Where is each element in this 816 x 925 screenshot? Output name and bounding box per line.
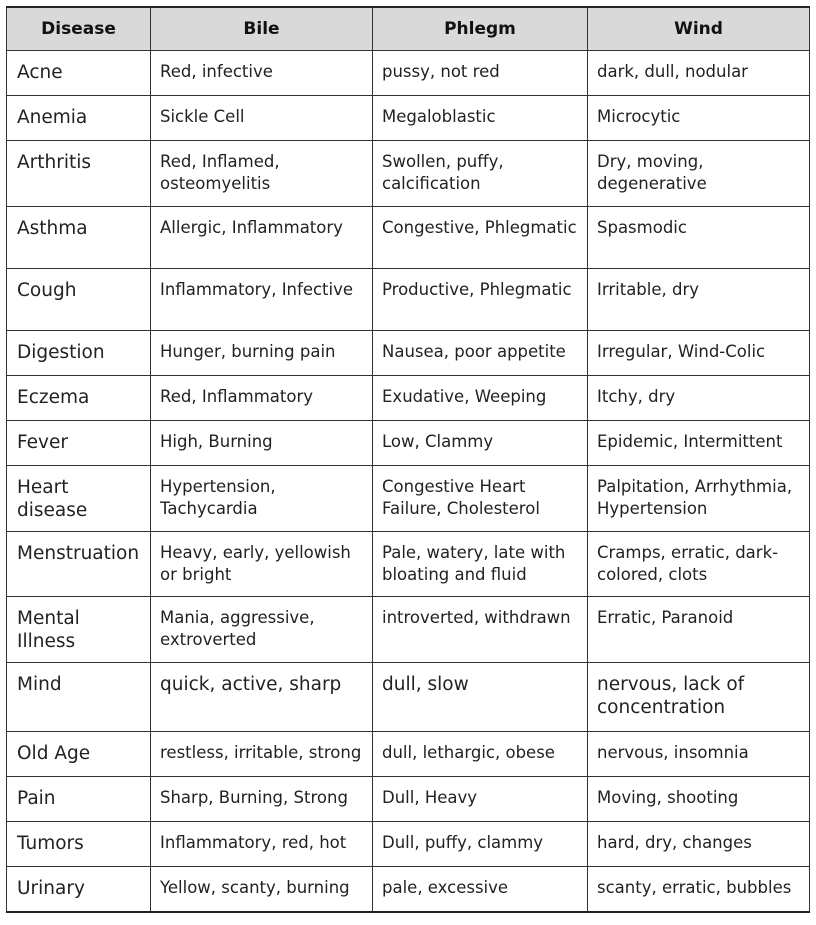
wind-cell: nervous, insomnia: [588, 732, 810, 777]
wind-cell: scanty, erratic, bubbles: [588, 867, 810, 912]
wind-cell: hard, dry, changes: [588, 822, 810, 867]
disease-cell: Urinary: [7, 867, 151, 912]
table-row: [7, 732, 810, 777]
table-row: [7, 867, 810, 912]
wind-cell: Irritable, dry: [588, 269, 810, 331]
header-wind: Wind: [588, 7, 810, 51]
table-row: [7, 51, 810, 96]
bile-cell: Inflammatory, red, hot: [151, 822, 373, 867]
bile-cell: Hypertension, Tachycardia: [151, 466, 373, 532]
phlegm-cell: Productive, Phlegmatic: [373, 269, 588, 331]
bile-cell: Mania, aggressive, extroverted: [151, 597, 373, 663]
wind-cell: nervous, lack of concentration: [588, 663, 810, 732]
disease-cell: Eczema: [7, 376, 151, 421]
phlegm-cell: dull, slow: [373, 663, 588, 732]
wind-cell: Microcytic: [588, 96, 810, 141]
phlegm-cell: Megaloblastic: [373, 96, 588, 141]
header-phlegm: Phlegm: [373, 7, 588, 51]
disease-cell: Arthritis: [7, 141, 151, 207]
bile-cell: Heavy, early, yellowish or bright: [151, 532, 373, 597]
phlegm-cell: Exudative, Weeping: [373, 376, 588, 421]
wind-cell: Moving, shooting: [588, 777, 810, 822]
disease-cell: Mind: [7, 663, 151, 732]
phlegm-cell: pale, excessive: [373, 867, 588, 912]
disease-cell: Acne: [7, 51, 151, 96]
bile-cell: Red, Inflammatory: [151, 376, 373, 421]
phlegm-cell: Congestive Heart Failure, Cholesterol: [373, 466, 588, 532]
table-row: [7, 663, 810, 732]
header-disease: Disease: [7, 7, 151, 51]
table-row: [7, 532, 810, 597]
disease-cell: Heart disease: [7, 466, 151, 532]
dosha-disease-table: [6, 6, 810, 913]
phlegm-cell: pussy, not red: [373, 51, 588, 96]
table-row: [7, 207, 810, 269]
bile-cell: Sharp, Burning, Strong: [151, 777, 373, 822]
bile-cell: Inflammatory, Infective: [151, 269, 373, 331]
table-row: [7, 421, 810, 466]
disease-cell: Anemia: [7, 96, 151, 141]
wind-cell: Irregular, Wind-Colic: [588, 331, 810, 376]
disease-cell: Asthma: [7, 207, 151, 269]
phlegm-cell: Dull, Heavy: [373, 777, 588, 822]
header-row: [7, 7, 810, 51]
table-row: [7, 141, 810, 207]
phlegm-cell: Low, Clammy: [373, 421, 588, 466]
wind-cell: Spasmodic: [588, 207, 810, 269]
disease-cell: Digestion: [7, 331, 151, 376]
bile-cell: restless, irritable, strong: [151, 732, 373, 777]
wind-cell: Erratic, Paranoid: [588, 597, 810, 663]
bile-cell: Red, Inflamed, osteomyelitis: [151, 141, 373, 207]
table-row: [7, 376, 810, 421]
phlegm-cell: introverted, withdrawn: [373, 597, 588, 663]
table-row: [7, 597, 810, 663]
table-row: [7, 822, 810, 867]
disease-cell: Tumors: [7, 822, 151, 867]
table-row: [7, 96, 810, 141]
disease-cell: Menstruation: [7, 532, 151, 597]
table-row: [7, 777, 810, 822]
header-bile: Bile: [151, 7, 373, 51]
wind-cell: dark, dull, nodular: [588, 51, 810, 96]
bile-cell: High, Burning: [151, 421, 373, 466]
wind-cell: Dry, moving, degenerative: [588, 141, 810, 207]
table-row: [7, 466, 810, 532]
phlegm-cell: dull, lethargic, obese: [373, 732, 588, 777]
disease-cell: Fever: [7, 421, 151, 466]
wind-cell: Epidemic, Intermittent: [588, 421, 810, 466]
wind-cell: Cramps, erratic, dark-colored, clots: [588, 532, 810, 597]
bile-cell: Yellow, scanty, burning: [151, 867, 373, 912]
phlegm-cell: Dull, puffy, clammy: [373, 822, 588, 867]
disease-cell: Old Age: [7, 732, 151, 777]
table-row: [7, 269, 810, 331]
bile-cell: Hunger, burning pain: [151, 331, 373, 376]
table-row: [7, 331, 810, 376]
wind-cell: Palpitation, Arrhythmia, Hypertension: [588, 466, 810, 532]
phlegm-cell: Nausea, poor appetite: [373, 331, 588, 376]
disease-cell: Cough: [7, 269, 151, 331]
phlegm-cell: Swollen, puffy, calcification: [373, 141, 588, 207]
bile-cell: Red, infective: [151, 51, 373, 96]
phlegm-cell: Congestive, Phlegmatic: [373, 207, 588, 269]
bile-cell: Allergic, Inflammatory: [151, 207, 373, 269]
disease-cell: Pain: [7, 777, 151, 822]
disease-cell: Mental Illness: [7, 597, 151, 663]
wind-cell: Itchy, dry: [588, 376, 810, 421]
bile-cell: quick, active, sharp: [151, 663, 373, 732]
bile-cell: Sickle Cell: [151, 96, 373, 141]
phlegm-cell: Pale, watery, late with bloating and fluid: [373, 532, 588, 597]
